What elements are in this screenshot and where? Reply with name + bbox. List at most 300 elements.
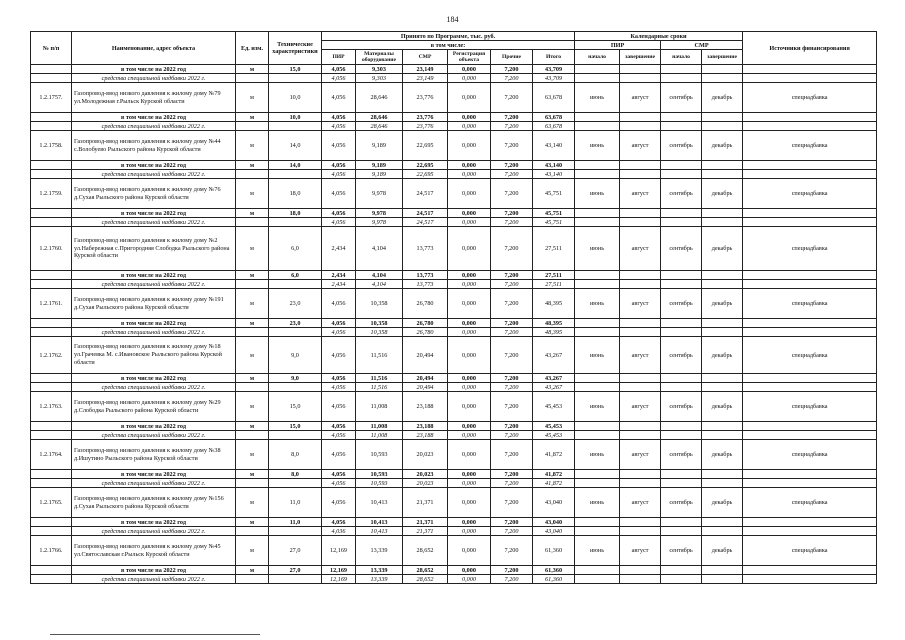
other-cell: 7,200 [491,479,533,488]
source-cell: спецнадбавка [743,392,877,422]
empty-cell [575,470,620,479]
pir-cell: 4,056 [322,83,356,113]
empty-cell [575,170,620,179]
smr-end-cell: декабрь [702,536,743,566]
smr-end-cell: декабрь [702,337,743,374]
pir-start-cell: июнь [575,289,620,319]
other-cell: 7,200 [491,227,533,271]
empty-cell [702,527,743,536]
empty-cell [743,74,877,83]
smr-cell: 23,776 [403,113,448,122]
empty-cell [743,328,877,337]
fund-row [31,74,877,83]
header-name: Наименование, адрес объекта [72,32,236,65]
object-name: Газопровод-ввод низкого давления к жилому дому №29 д.Слободка Рыльского района Курской области [72,392,236,422]
source-cell: спецнадбавка [743,440,877,470]
other-cell: 7,200 [491,374,533,383]
object-row [31,488,877,518]
empty-cell [575,113,620,122]
header-unit: Ед. изм. [236,32,269,65]
pir-cell: 4,056 [322,431,356,440]
empty-cell [743,319,877,328]
total-cell: 45,453 [533,431,575,440]
empty-cell [661,218,702,227]
empty-cell [702,566,743,575]
empty-cell [702,431,743,440]
row-label: в том числе на 2022 год [72,518,236,527]
value-cell [269,479,322,488]
mat-cell: 9,303 [356,74,403,83]
empty-cell [661,170,702,179]
empty-cell [31,271,72,280]
empty-cell [575,74,620,83]
reg-cell: 0,000 [448,74,491,83]
total-cell: 63,678 [533,122,575,131]
pir-start-cell: июнь [575,83,620,113]
empty-cell [620,65,661,74]
value-cell [269,280,322,289]
total-row [31,271,877,280]
unit-cell [236,218,269,227]
empty-cell [31,422,72,431]
mat-cell: 13,339 [356,566,403,575]
header-sources: Источники финансирования [743,32,877,65]
source-cell: спецнадбавка [743,179,877,209]
value-cell [269,575,322,584]
empty-cell [31,209,72,218]
smr-cell: 23,149 [403,74,448,83]
empty-cell [575,374,620,383]
empty-cell [702,74,743,83]
other-cell: 7,200 [491,65,533,74]
pir-cell: 4,056 [322,289,356,319]
source-cell: спецнадбавка [743,289,877,319]
reg-cell: 0,000 [448,527,491,536]
object-num: 1.2.1759. [31,179,72,209]
empty-cell [620,575,661,584]
value-cell: 27,0 [269,566,322,575]
total-row [31,161,877,170]
total-cell: 45,453 [533,392,575,422]
total-cell: 43,140 [533,161,575,170]
row-label: в том числе на 2022 год [72,209,236,218]
total-row [31,470,877,479]
mat-cell: 9,978 [356,218,403,227]
reg-cell: 0,000 [448,470,491,479]
object-row [31,536,877,566]
reg-cell: 0,000 [448,179,491,209]
value-cell [269,527,322,536]
other-cell: 7,200 [491,161,533,170]
header-incl: в том числе: [322,41,575,50]
empty-cell [661,518,702,527]
empty-cell [661,209,702,218]
other-cell: 7,200 [491,392,533,422]
smr-cell: 26,780 [403,289,448,319]
unit-cell [236,122,269,131]
value-cell: 9,0 [269,374,322,383]
header-total: Итого [533,50,575,65]
mat-cell: 9,978 [356,179,403,209]
total-cell: 43,709 [533,74,575,83]
empty-cell [31,161,72,170]
pir-end-cell: август [620,392,661,422]
total-row [31,65,877,74]
smr-cell: 13,773 [403,280,448,289]
smr-cell: 23,149 [403,65,448,74]
empty-cell [575,280,620,289]
mat-cell: 9,189 [356,161,403,170]
empty-cell [575,161,620,170]
value-cell: 6,0 [269,271,322,280]
empty-cell [31,74,72,83]
value-cell: 14,0 [269,161,322,170]
empty-cell [620,422,661,431]
fund-row [31,479,877,488]
empty-cell [743,170,877,179]
reg-cell: 0,000 [448,575,491,584]
pir-end-cell: август [620,179,661,209]
empty-cell [702,170,743,179]
smr-end-cell: декабрь [702,488,743,518]
value-cell [269,431,322,440]
empty-cell [661,328,702,337]
smr-end-cell: декабрь [702,83,743,113]
pir-end-cell: август [620,488,661,518]
empty-cell [620,170,661,179]
total-cell: 61,360 [533,536,575,566]
empty-cell [661,527,702,536]
smr-cell: 24,517 [403,179,448,209]
header-smr-end: завершение [702,50,743,65]
pir-cell: 4,056 [322,422,356,431]
empty-cell [661,319,702,328]
smr-cell: 28,652 [403,536,448,566]
empty-cell [620,383,661,392]
unit-cell [236,74,269,83]
value-cell: 27,0 [269,536,322,566]
empty-cell [661,422,702,431]
empty-cell [575,319,620,328]
object-name: Газопровод-ввод низкого давления к жилому дому №79 ул.Молодежная г.Рыльск Курской области [72,83,236,113]
smr-start-cell: сентябрь [661,227,702,271]
total-cell: 63,678 [533,113,575,122]
object-num: 1.2.1761. [31,289,72,319]
fund-row [31,383,877,392]
pir-cell: 4,056 [322,170,356,179]
empty-cell [575,527,620,536]
other-cell: 7,200 [491,113,533,122]
pir-cell: 4,056 [322,470,356,479]
pir-end-cell: август [620,289,661,319]
fund-row [31,527,877,536]
reg-cell: 0,000 [448,440,491,470]
object-row [31,440,877,470]
empty-cell [702,161,743,170]
reg-cell: 0,000 [448,227,491,271]
pir-cell: 4,056 [322,218,356,227]
empty-cell [575,65,620,74]
object-row [31,83,877,113]
total-cell: 48,395 [533,319,575,328]
row-label: в том числе на 2022 год [72,113,236,122]
pir-start-cell: июнь [575,488,620,518]
reg-cell: 0,000 [448,566,491,575]
object-name: Газопровод-ввод низкого давления к жилому дому №18 ул.Грачевка М. с.Ивановское Рыльского района Курской области [72,337,236,374]
header-smr: СМР [403,50,448,65]
empty-cell [620,122,661,131]
smr-cell: 23,188 [403,431,448,440]
smr-cell: 22,695 [403,131,448,161]
smr-start-cell: сентябрь [661,131,702,161]
reg-cell: 0,000 [448,392,491,422]
row-label: в том числе на 2022 год [72,374,236,383]
table-body [31,65,877,584]
empty-cell [702,422,743,431]
total-cell: 61,360 [533,566,575,575]
unit-cell: м [236,161,269,170]
pir-end-cell: август [620,83,661,113]
empty-cell [31,122,72,131]
empty-cell [575,122,620,131]
empty-cell [661,383,702,392]
value-cell: 9,0 [269,337,322,374]
reg-cell: 0,000 [448,113,491,122]
value-cell: 10,0 [269,83,322,113]
total-cell: 48,395 [533,328,575,337]
source-cell: спецнадбавка [743,488,877,518]
total-cell: 61,360 [533,575,575,584]
total-cell: 41,872 [533,470,575,479]
empty-cell [31,470,72,479]
empty-cell [31,518,72,527]
pir-cell: 2,434 [322,227,356,271]
empty-cell [743,374,877,383]
unit-cell: м [236,113,269,122]
other-cell: 7,200 [491,328,533,337]
empty-cell [743,383,877,392]
other-cell: 7,200 [491,83,533,113]
page-number: 184 [446,15,459,24]
unit-cell: м [236,337,269,374]
unit-cell: м [236,131,269,161]
empty-cell [620,328,661,337]
pir-cell: 4,056 [322,337,356,374]
fund-row [31,328,877,337]
mat-cell: 11,008 [356,422,403,431]
empty-cell [702,122,743,131]
unit-cell [236,383,269,392]
empty-cell [31,65,72,74]
pir-start-cell: июнь [575,440,620,470]
empty-cell [620,218,661,227]
smr-cell: 26,780 [403,319,448,328]
total-cell: 27,511 [533,271,575,280]
empty-cell [31,479,72,488]
empty-cell [31,527,72,536]
unit-cell: м [236,374,269,383]
value-cell: 15,0 [269,65,322,74]
reg-cell: 0,000 [448,65,491,74]
unit-cell: м [236,566,269,575]
reg-cell: 0,000 [448,536,491,566]
total-cell: 43,140 [533,170,575,179]
object-num: 1.2.1766. [31,536,72,566]
mat-cell: 13,339 [356,575,403,584]
header-cal-smr: СМР [661,41,743,50]
mat-cell: 10,413 [356,518,403,527]
empty-cell [743,422,877,431]
total-cell: 43,267 [533,337,575,374]
empty-cell [31,431,72,440]
total-cell: 41,872 [533,479,575,488]
object-row [31,392,877,422]
smr-cell: 22,695 [403,161,448,170]
empty-cell [620,566,661,575]
smr-cell: 23,188 [403,422,448,431]
header-pir: ПИР [322,50,356,65]
reg-cell: 0,000 [448,122,491,131]
pir-cell: 12,169 [322,566,356,575]
total-cell: 43,709 [533,65,575,74]
row-label: в том числе на 2022 год [72,271,236,280]
smr-start-cell: сентябрь [661,179,702,209]
empty-cell [620,74,661,83]
fund-row [31,575,877,584]
header-pir-end: завершение [620,50,661,65]
row-label: в том числе на 2022 год [72,470,236,479]
fund-row [31,122,877,131]
value-cell [269,218,322,227]
other-cell: 7,200 [491,440,533,470]
unit-cell: м [236,65,269,74]
mat-cell: 28,646 [356,122,403,131]
empty-cell [575,566,620,575]
smr-end-cell: декабрь [702,227,743,271]
fund-row [31,170,877,179]
total-row [31,566,877,575]
empty-cell [661,575,702,584]
empty-cell [620,431,661,440]
unit-cell: м [236,518,269,527]
reg-cell: 0,000 [448,161,491,170]
pir-cell: 12,169 [322,536,356,566]
unit-cell [236,431,269,440]
value-cell: 8,0 [269,440,322,470]
empty-cell [620,319,661,328]
mat-cell: 11,516 [356,337,403,374]
empty-cell [661,431,702,440]
pir-end-cell: август [620,227,661,271]
total-cell: 43,267 [533,374,575,383]
smr-start-cell: сентябрь [661,83,702,113]
smr-cell: 21,371 [403,527,448,536]
pir-end-cell: август [620,131,661,161]
smr-cell: 28,652 [403,575,448,584]
pir-cell: 2,434 [322,271,356,280]
unit-cell [236,170,269,179]
empty-cell [743,122,877,131]
total-cell: 43,140 [533,131,575,161]
total-row [31,113,877,122]
pir-cell: 4,056 [322,122,356,131]
pir-start-cell: июнь [575,131,620,161]
empty-cell [743,575,877,584]
empty-cell [620,374,661,383]
empty-cell [743,280,877,289]
mat-cell: 11,008 [356,392,403,422]
row-label: в том числе на 2022 год [72,319,236,328]
other-cell: 7,200 [491,337,533,374]
reg-cell: 0,000 [448,319,491,328]
total-cell: 41,872 [533,440,575,470]
unit-cell: м [236,536,269,566]
unit-cell: м [236,271,269,280]
pir-cell: 4,036 [322,527,356,536]
smr-cell: 24,517 [403,218,448,227]
other-cell: 7,200 [491,536,533,566]
row-label: средства специальной надбавки 2022 г. [72,74,236,83]
empty-cell [743,218,877,227]
pir-cell: 4,056 [322,131,356,161]
total-row [31,518,877,527]
unit-cell [236,280,269,289]
source-cell: спецнадбавка [743,337,877,374]
pir-cell: 2,434 [322,280,356,289]
mat-cell: 11,516 [356,374,403,383]
empty-cell [575,271,620,280]
mat-cell: 11,516 [356,383,403,392]
smr-cell: 23,776 [403,122,448,131]
smr-end-cell: декабрь [702,392,743,422]
object-num: 1.2.1757. [31,83,72,113]
empty-cell [661,470,702,479]
value-cell [269,122,322,131]
empty-cell [702,518,743,527]
empty-cell [620,209,661,218]
other-cell: 7,200 [491,422,533,431]
empty-cell [620,271,661,280]
mat-cell: 10,358 [356,319,403,328]
empty-cell [661,122,702,131]
empty-cell [575,328,620,337]
total-cell: 45,751 [533,179,575,209]
empty-cell [575,518,620,527]
total-row [31,209,877,218]
row-label: средства специальной надбавки 2022 г. [72,431,236,440]
empty-cell [661,113,702,122]
reg-cell: 0,000 [448,131,491,161]
empty-cell [31,566,72,575]
pir-cell: 4,056 [322,319,356,328]
empty-cell [702,271,743,280]
unit-cell: м [236,488,269,518]
empty-cell [31,113,72,122]
pir-cell: 12,169 [322,575,356,584]
reg-cell: 0,000 [448,431,491,440]
empty-cell [661,566,702,575]
reg-cell: 0,000 [448,170,491,179]
empty-cell [743,470,877,479]
pir-cell: 4,056 [322,518,356,527]
smr-cell: 23,188 [403,392,448,422]
pir-cell: 4,056 [322,374,356,383]
other-cell: 7,200 [491,566,533,575]
row-label: средства специальной надбавки 2022 г. [72,218,236,227]
empty-cell [743,65,877,74]
reg-cell: 0,000 [448,383,491,392]
row-label: средства специальной надбавки 2022 г. [72,527,236,536]
